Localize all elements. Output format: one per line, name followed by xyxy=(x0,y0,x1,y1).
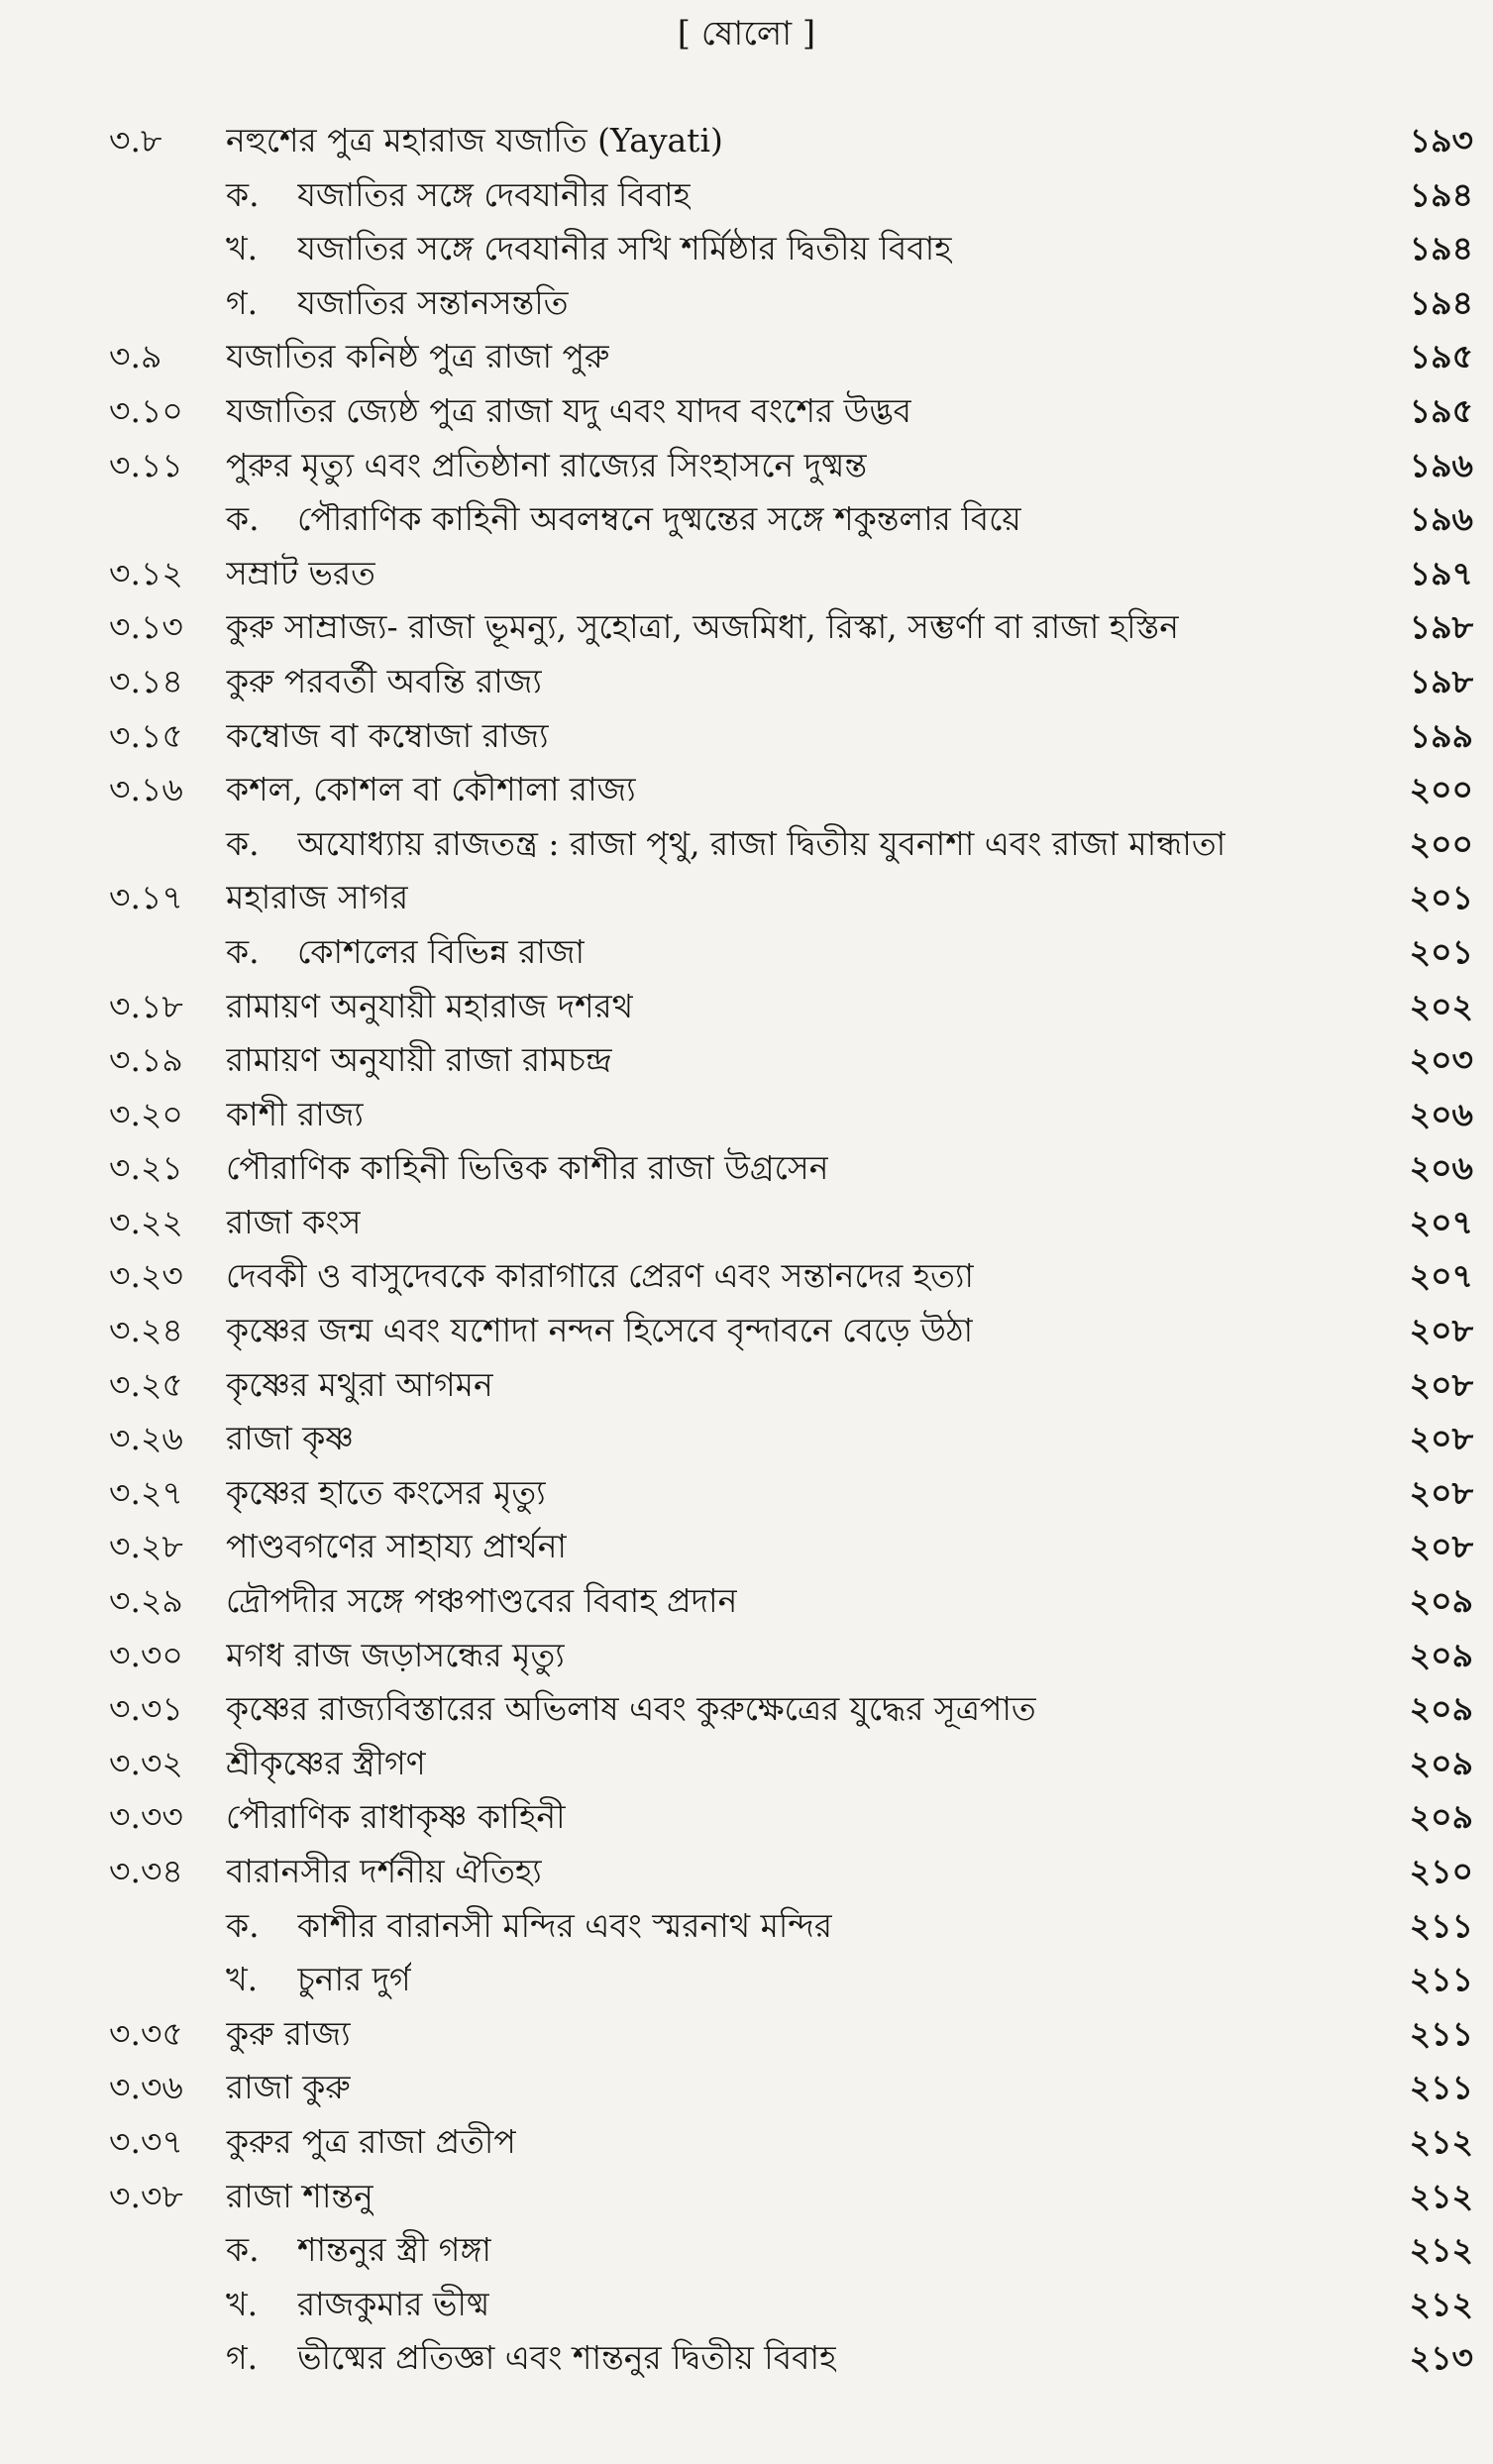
entry-page-number: ২০৮ xyxy=(1409,1311,1473,1350)
entry-page-number: ২১২ xyxy=(1409,2284,1473,2323)
entry-page-number: ২১০ xyxy=(1409,1852,1473,1890)
entry-title: পৌরাণিক কাহিনী ভিত্তিক কাশীর রাজা উগ্রসেন xyxy=(226,1148,829,1188)
entry-title: কুরু সাম্রাজ্য- রাজা ভূমন্যু, সুহোত্রা, অজমিধা, রিস্কা, সম্ভর্ণা বা রাজা হস্তিন xyxy=(226,607,1179,647)
toc-entry xyxy=(0,2170,1493,2224)
entry-title: কৃষ্ণের হাতে কংসের মৃত্যু xyxy=(226,1472,546,1512)
entry-page-number: ২০৯ xyxy=(1409,1635,1473,1674)
entry-page-number: ২০৭ xyxy=(1409,1202,1473,1241)
entry-number: ৩.৩৪ xyxy=(109,1852,183,1890)
entry-marker: ক. xyxy=(226,823,260,863)
entry-title: কুরু রাজ্য xyxy=(226,2013,351,2053)
entry-number: ৩.১৫ xyxy=(109,715,183,755)
entry-title: যজাতির সন্তানসন্ততি xyxy=(297,282,569,322)
toc-subentry xyxy=(0,2223,1493,2278)
entry-title: সম্রাট ভরত xyxy=(226,553,375,592)
entry-number: ৩.১৭ xyxy=(109,878,183,917)
entry-number: ৩.২০ xyxy=(109,1094,183,1133)
entry-marker: খ. xyxy=(226,229,259,268)
entry-page-number: ২০৮ xyxy=(1409,1419,1473,1458)
entry-number: ৩.১০ xyxy=(109,390,183,430)
entry-page-number: ১৯৮ xyxy=(1409,607,1473,647)
entry-title: যজাতির জ্যেষ্ঠ পুত্র রাজা যদু এবং যাদব বংশের উদ্ভব xyxy=(226,390,911,430)
toc-entry xyxy=(0,1033,1493,1088)
toc-entry xyxy=(0,871,1493,925)
entry-title: চুনার দুর্গ xyxy=(297,1960,411,1999)
entry-title: বারানসীর দর্শনীয় ঐতিহ্য xyxy=(226,1852,542,1890)
toc-entry xyxy=(0,1466,1493,1521)
toc-subentry xyxy=(0,168,1493,223)
entry-title: রাজা শান্তনু xyxy=(226,2176,373,2215)
entry-title: কশল, কোশল বা কৌশালা রাজ্য xyxy=(226,770,636,809)
toc-entry xyxy=(0,1737,1493,1791)
toc-entry xyxy=(0,980,1493,1034)
entry-page-number: ১৯৮ xyxy=(1409,661,1473,700)
entry-page-number: ২০৬ xyxy=(1409,1148,1473,1188)
entry-title: মগধ রাজ জড়াসন্ধের মৃত্যু xyxy=(226,1635,565,1674)
entry-number: ৩.৩৭ xyxy=(109,2121,183,2161)
entry-page-number: ২০০ xyxy=(1409,823,1473,863)
toc-entry xyxy=(0,1574,1493,1629)
entry-page-number: ২০৯ xyxy=(1409,1689,1473,1729)
toc-entry xyxy=(0,1196,1493,1250)
entry-title: রাজকুমার ভীষ্ম xyxy=(297,2284,490,2323)
toc-entry xyxy=(0,547,1493,601)
toc-entry xyxy=(0,600,1493,655)
entry-number: ৩.৩৮ xyxy=(109,2176,183,2215)
entry-title: পৌরাণিক রাধাকৃষ্ণ কাহিনী xyxy=(226,1797,566,1837)
toc-entry xyxy=(0,1845,1493,1899)
entry-page-number: ২০৮ xyxy=(1409,1527,1473,1566)
toc-entry xyxy=(0,1249,1493,1304)
toc-subentry xyxy=(0,925,1493,980)
entry-number: ৩.২২ xyxy=(109,1202,183,1241)
entry-number: ৩.১৬ xyxy=(109,770,183,809)
entry-title: মহারাজ সাগর xyxy=(226,878,409,917)
entry-page-number: ২০১ xyxy=(1409,878,1473,917)
entry-page-number: ২০৯ xyxy=(1409,1797,1473,1837)
entry-page-number: ২১১ xyxy=(1409,1960,1473,1999)
entry-marker: গ. xyxy=(226,2338,259,2378)
entry-marker: খ. xyxy=(226,1960,259,1999)
entry-title: রামায়ণ অনুযায়ী মহারাজ দশরথ xyxy=(226,986,634,1025)
entry-number: ৩.২৫ xyxy=(109,1364,183,1404)
entry-page-number: ২১২ xyxy=(1409,2176,1473,2215)
entry-page-number: ২০৩ xyxy=(1409,1040,1473,1080)
entry-marker: ক. xyxy=(226,2230,260,2270)
entry-title: কম্বোজ বা কম্বোজা রাজ্য xyxy=(226,715,549,755)
toc-subentry xyxy=(0,276,1493,331)
toc-entry xyxy=(0,1088,1493,1142)
entry-marker: ক. xyxy=(226,174,260,214)
entry-number: ৩.২৯ xyxy=(109,1581,183,1621)
entry-marker: ক. xyxy=(226,499,260,539)
entry-number: ৩.১২ xyxy=(109,553,183,592)
entry-title: পৌরাণিক কাহিনী অবলম্বনে দুষ্মন্তের সঙ্গে শকুন্তলার বিয়ে xyxy=(297,499,1021,539)
entry-number: ৩.১৮ xyxy=(109,986,183,1025)
entry-title: কাশীর বারানসী মন্দির এবং স্মরনাথ মন্দির xyxy=(297,1905,832,1945)
entry-title: রাজা কৃষ্ণ xyxy=(226,1419,355,1458)
entry-page-number: ২১১ xyxy=(1409,2068,1473,2107)
entry-title: শান্তনুর স্ত্রী গঙ্গা xyxy=(297,2230,491,2270)
entry-page-number: ১৯৫ xyxy=(1409,390,1473,430)
entry-title: কৃষ্ণের জন্ম এবং যশোদা নন্দন হিসেবে বৃন্দাবনে বেড়ে উঠা xyxy=(226,1311,974,1350)
toc-entry xyxy=(0,384,1493,439)
entry-page-number: ২০৬ xyxy=(1409,1094,1473,1133)
entry-page-number: ২০৯ xyxy=(1409,1581,1473,1621)
entry-number: ৩.৩৬ xyxy=(109,2068,183,2107)
entry-title: রাজা কুরু xyxy=(226,2068,351,2107)
toc-entry xyxy=(0,330,1493,384)
entry-page-number: ২১২ xyxy=(1409,2230,1473,2270)
entry-page-number: ১৯৫ xyxy=(1409,337,1473,376)
entry-page-number: ২০৯ xyxy=(1409,1743,1473,1782)
entry-title: রামায়ণ অনুযায়ী রাজা রামচন্দ্র xyxy=(226,1040,612,1080)
entry-title: অযোধ্যায় রাজতন্ত্র : রাজা পৃথু, রাজা দ্বিতীয় যুবনাশা এবং রাজা মান্ধাতা xyxy=(297,823,1226,863)
toc-entry xyxy=(0,763,1493,817)
entry-title: নহুশের পুত্র মহারাজ যজাতি (Yayati) xyxy=(226,121,723,160)
toc-subentry xyxy=(0,2331,1493,2386)
toc-entry xyxy=(0,2061,1493,2115)
entry-number: ৩.২৭ xyxy=(109,1472,183,1512)
toc-entry xyxy=(0,439,1493,493)
entry-page-number: ২১১ xyxy=(1409,2013,1473,2053)
entry-page-number: ১৯৪ xyxy=(1409,174,1473,214)
entry-page-number: ২০৮ xyxy=(1409,1364,1473,1404)
entry-marker: ক. xyxy=(226,931,260,971)
toc-entry xyxy=(0,1520,1493,1574)
toc-entry xyxy=(0,1682,1493,1737)
entry-number: ৩.২১ xyxy=(109,1148,183,1188)
entry-title: কৃষ্ণের রাজ্যবিস্তারের অভিলাষ এবং কুরুক্ষেত্রের যুদ্ধের সূত্রপাত xyxy=(226,1689,1036,1729)
entry-number: ৩.৮ xyxy=(109,121,162,160)
entry-page-number: ১৯৩ xyxy=(1409,121,1473,160)
toc-entry xyxy=(0,1412,1493,1466)
entry-title: ভীষ্মের প্রতিজ্ঞা এবং শান্তনুর দ্বিতীয় বিবাহ xyxy=(297,2338,837,2378)
entry-number: ৩.২৬ xyxy=(109,1419,183,1458)
entry-marker: ক. xyxy=(226,1905,260,1945)
entry-page-number: ১৯৬ xyxy=(1409,499,1473,539)
entry-page-number: ১৯৪ xyxy=(1409,282,1473,322)
entry-number: ৩.২৪ xyxy=(109,1311,183,1350)
entry-title: যজাতির সঙ্গে দেবযানীর বিবাহ xyxy=(297,174,691,214)
entry-number: ৩.৯ xyxy=(109,337,162,376)
toc-subentry xyxy=(0,1899,1493,1954)
entry-page-number: ২০১ xyxy=(1409,931,1473,971)
entry-page-number: ২১১ xyxy=(1409,1905,1473,1945)
entry-title: পুরুর মৃত্যু এবং প্রতিষ্ঠানা রাজ্যের সিংহাসনে দুষ্মন্ত xyxy=(226,445,868,484)
entry-number: ৩.৩২ xyxy=(109,1743,183,1782)
entry-page-number: ২০৭ xyxy=(1409,1256,1473,1296)
entry-number: ৩.১১ xyxy=(109,445,183,484)
entry-number: ৩.৩৩ xyxy=(109,1797,183,1837)
entry-title: কুরু পরবর্তী অবন্তি রাজ্য xyxy=(226,661,542,700)
entry-page-number: ১৯৪ xyxy=(1409,229,1473,268)
entry-number: ৩.২৩ xyxy=(109,1256,183,1296)
toc-subentry xyxy=(0,222,1493,276)
entry-page-number: ২১২ xyxy=(1409,2121,1473,2161)
toc-subentry xyxy=(0,2278,1493,2332)
toc-entry xyxy=(0,1141,1493,1196)
entry-page-number: ২০০ xyxy=(1409,770,1473,809)
toc-subentry xyxy=(0,817,1493,872)
toc-entry xyxy=(0,655,1493,709)
toc-subentry xyxy=(0,492,1493,547)
page-header: [ ষোলো ] xyxy=(677,14,816,54)
toc-entry xyxy=(0,1629,1493,1683)
entry-title: দেবকী ও বাসুদেবকে কারাগারে প্রেরণ এবং সন্তানদের হত্যা xyxy=(226,1256,974,1296)
entry-page-number: ১৯৬ xyxy=(1409,445,1473,484)
entry-title: পাণ্ডবগণের সাহায্য প্রার্থনা xyxy=(226,1527,567,1566)
entry-page-number: ১৯৭ xyxy=(1409,553,1473,592)
entry-title: যজাতির কনিষ্ঠ পুত্র রাজা পুরু xyxy=(226,337,610,376)
toc-entry xyxy=(0,1790,1493,1845)
entry-number: ৩.৩১ xyxy=(109,1689,183,1729)
entry-marker: গ. xyxy=(226,282,259,322)
entry-title: কাশী রাজ্য xyxy=(226,1094,364,1133)
entry-title: কোশলের বিভিন্ন রাজা xyxy=(297,931,586,971)
toc-entry xyxy=(0,1304,1493,1358)
entry-title: কৃষ্ণের মথুরা আগমন xyxy=(226,1364,493,1404)
entry-title: যজাতির সঙ্গে দেবযানীর সখি শর্মিষ্ঠার দ্বিতীয় বিবাহ xyxy=(297,229,952,268)
entry-page-number: ২১৩ xyxy=(1409,2338,1473,2378)
entry-page-number: ২০২ xyxy=(1409,986,1473,1025)
entry-page-number: ১৯৯ xyxy=(1409,715,1473,755)
toc-entry xyxy=(0,114,1493,168)
entry-marker: খ. xyxy=(226,2284,259,2323)
entry-number: ৩.১৪ xyxy=(109,661,183,700)
table-of-contents xyxy=(0,114,1493,2386)
toc-entry xyxy=(0,2007,1493,2062)
entry-title: রাজা কংস xyxy=(226,1202,362,1241)
entry-title: দ্রৌপদীর সঙ্গে পঞ্চপাণ্ডবের বিবাহ প্রদান xyxy=(226,1581,738,1621)
entry-number: ৩.১৩ xyxy=(109,607,183,647)
toc-entry xyxy=(0,2115,1493,2170)
entry-number: ৩.৩০ xyxy=(109,1635,183,1674)
entry-number: ৩.২৮ xyxy=(109,1527,183,1566)
entry-number: ৩.৩৫ xyxy=(109,2013,183,2053)
entry-page-number: ২০৮ xyxy=(1409,1472,1473,1512)
entry-title: শ্রীকৃষ্ণের স্ত্রীগণ xyxy=(226,1743,426,1782)
toc-entry xyxy=(0,709,1493,764)
toc-subentry xyxy=(0,1953,1493,2007)
entry-title: কুরুর পুত্র রাজা প্রতীপ xyxy=(226,2121,516,2161)
entry-number: ৩.১৯ xyxy=(109,1040,183,1080)
toc-entry xyxy=(0,1358,1493,1413)
